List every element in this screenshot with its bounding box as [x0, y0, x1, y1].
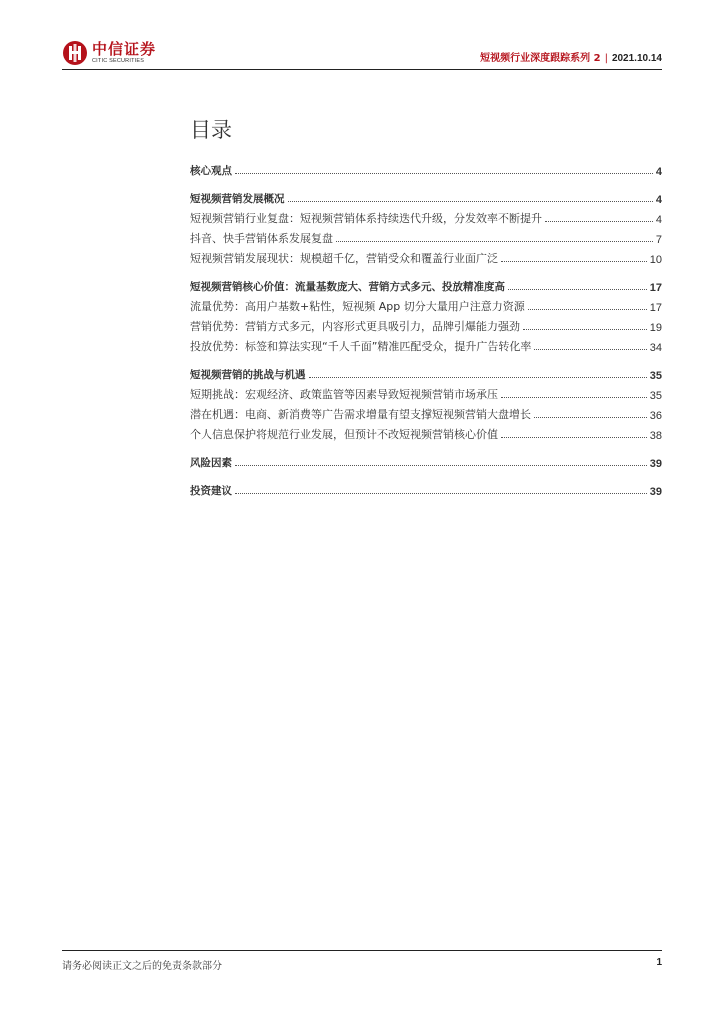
toc-entry-label: 短视频营销核心价值：流量基数庞大、营销方式多元、投放精准度高 — [190, 281, 505, 293]
table-of-contents — [190, 158, 662, 498]
toc-entry-label: 短视频营销的挑战与机遇 — [190, 369, 306, 381]
toc-entry-label: 投放优势：标签和算法实现“千人千面”精准匹配受众，提升广告转化率 — [190, 340, 532, 353]
toc-entry-label: 个人信息保护将规范行业发展，但预计不改短视频营销核心价值 — [190, 428, 498, 441]
toc-entry-label: 短视频营销行业复盘：短视频营销体系持续迭代升级，分发效率不断提升 — [190, 212, 542, 225]
toc-entry-page: 4 — [655, 166, 662, 178]
toc-entry-page: 17 — [649, 302, 662, 314]
report-date: 2021.10.14 — [611, 53, 662, 64]
citic-logo-icon — [62, 40, 88, 66]
toc-dot-leader — [309, 377, 647, 378]
header-divider — [62, 69, 662, 70]
toc-heading: 目录 — [190, 118, 232, 142]
toc-entry-page: 39 — [649, 458, 662, 470]
toc-dot-leader — [534, 417, 647, 418]
toc-entry-label: 流量优势：高用户基数+粘性，短视频 App 切分大量用户注意力资源 — [190, 300, 525, 313]
toc-entry-label: 抖音、快手营销体系发展复盘 — [190, 232, 333, 245]
footer-disclaimer: 请务必阅读正文之后的免责条款部分 — [62, 961, 222, 972]
toc-entry[interactable] — [190, 206, 662, 226]
toc-entry-label: 短视频营销发展概况 — [190, 193, 285, 205]
toc-entry-page: 4 — [655, 194, 662, 206]
footer-divider — [62, 950, 662, 951]
toc-entry-page: 35 — [649, 390, 662, 402]
toc-entry-label: 短期挑战：宏观经济、政策监管等因素导致短视频营销市场承压 — [190, 388, 498, 401]
toc-dot-leader — [235, 493, 647, 494]
page-number: 1 — [656, 957, 662, 968]
toc-entry-label: 核心观点 — [190, 165, 232, 177]
toc-entry[interactable] — [190, 314, 662, 334]
toc-dot-leader — [501, 437, 647, 438]
report-header — [480, 53, 662, 65]
toc-entry-page: 10 — [649, 254, 662, 266]
report-series-title: 短视频行业深度跟踪系列 2 — [480, 53, 601, 64]
toc-dot-leader — [235, 173, 653, 174]
toc-entry[interactable] — [190, 246, 662, 266]
toc-entry[interactable] — [190, 294, 662, 314]
toc-dot-leader — [508, 289, 647, 290]
logo-chinese-name: 中信证券 — [92, 40, 157, 58]
header-separator: | — [604, 53, 608, 64]
toc-entry-label: 短视频营销发展现状：规模超千亿，营销受众和覆盖行业面广泛 — [190, 252, 498, 265]
toc-dot-leader — [501, 397, 647, 398]
logo-english-name: CITIC SECURITIES — [92, 58, 145, 64]
toc-entry-label: 潜在机遇：电商、新消费等广告需求增量有望支撑短视频营销大盘增长 — [190, 408, 531, 421]
toc-entry[interactable] — [190, 450, 662, 470]
toc-entry[interactable] — [190, 334, 662, 354]
toc-entry[interactable] — [190, 274, 662, 294]
toc-dot-leader — [235, 465, 647, 466]
toc-entry-page: 34 — [649, 342, 662, 354]
toc-entry[interactable] — [190, 226, 662, 246]
toc-dot-leader — [534, 349, 646, 350]
toc-entry[interactable] — [190, 478, 662, 498]
toc-entry-label: 营销优势：营销方式多元，内容形式更具吸引力，品牌引爆能力强劲 — [190, 320, 520, 333]
toc-entry-page: 35 — [649, 370, 662, 382]
toc-entry-page: 36 — [649, 410, 662, 422]
company-logo — [62, 36, 156, 70]
toc-dot-leader — [528, 309, 647, 310]
toc-dot-leader — [288, 201, 653, 202]
toc-dot-leader — [523, 329, 647, 330]
toc-entry[interactable] — [190, 362, 662, 382]
toc-dot-leader — [336, 241, 653, 242]
toc-entry[interactable] — [190, 186, 662, 206]
toc-entry-page: 7 — [655, 234, 662, 246]
toc-entry-page: 39 — [649, 486, 662, 498]
toc-entry[interactable] — [190, 382, 662, 402]
toc-entry[interactable] — [190, 422, 662, 442]
toc-entry-label: 风险因素 — [190, 457, 232, 469]
toc-entry-page: 17 — [649, 282, 662, 294]
toc-entry-page: 4 — [655, 214, 662, 226]
toc-entry-label: 投资建议 — [190, 485, 232, 497]
toc-entry-page: 19 — [649, 322, 662, 334]
toc-entry[interactable] — [190, 402, 662, 422]
toc-entry-page: 38 — [649, 430, 662, 442]
toc-entry[interactable] — [190, 158, 662, 178]
toc-dot-leader — [545, 221, 653, 222]
toc-dot-leader — [501, 261, 647, 262]
